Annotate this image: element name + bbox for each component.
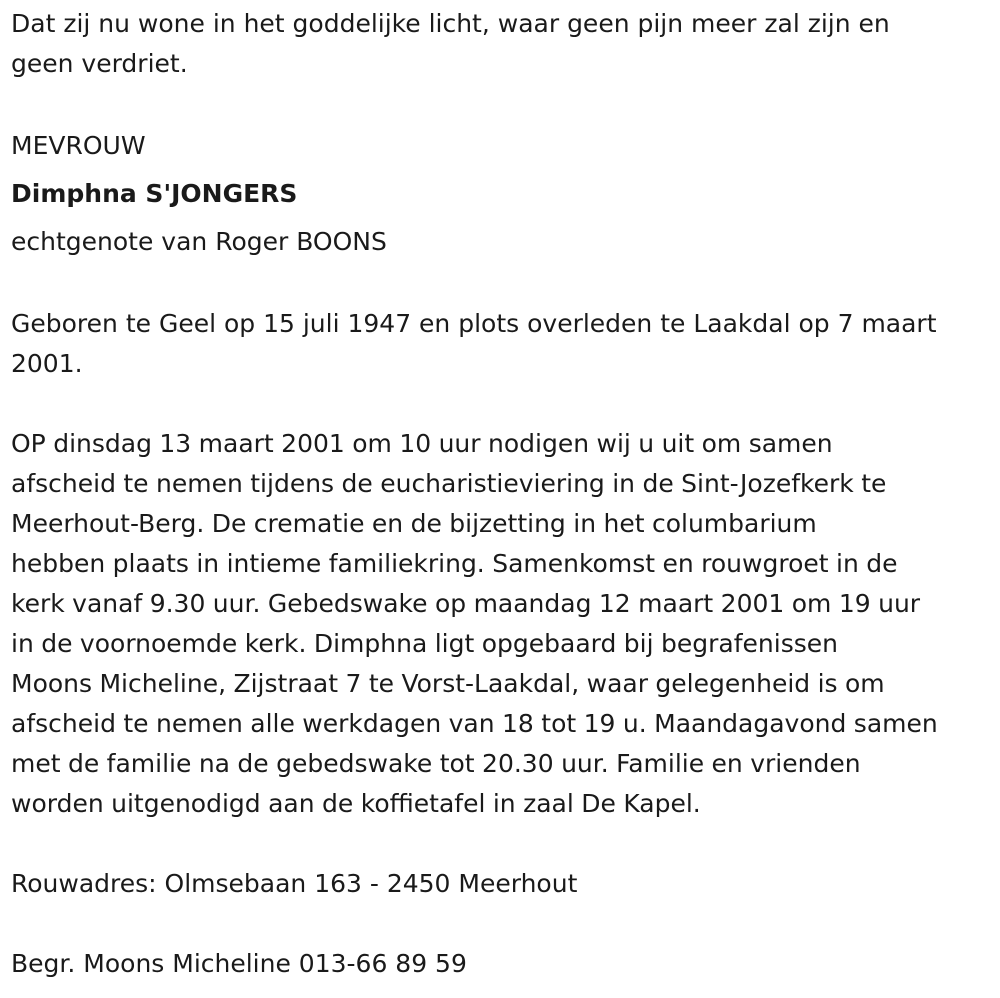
intro-quote	[11, 0, 1000, 84]
spacer	[11, 84, 1000, 122]
birth-death-info	[11, 304, 1000, 384]
ceremony-line: Meerhout-Berg. De crematie en de bijzetting in het columbarium	[11, 509, 817, 538]
ceremony-line: afscheid te nemen alle werkdagen van 18 tot 19 u. Maandagavond samen	[11, 709, 938, 738]
honorific: MEVROUW	[11, 131, 146, 160]
undertaker-contact: Begr. Moons Micheline 013-66 89 59	[11, 949, 467, 978]
ceremony-line: OP dinsdag 13 maart 2001 om 10 uur nodigen wij u uit om samen	[11, 429, 833, 458]
spacer	[11, 384, 1000, 424]
ceremony-paragraph	[11, 424, 1000, 824]
spouse-line: echtgenote van Roger BOONS	[11, 227, 387, 256]
birth-line: Geboren te Geel op 15 juli 1947 en plots overleden te Laakdal op 7 maart	[11, 309, 937, 338]
ceremony-line: Moons Micheline, Zijstraat 7 te Vorst-Laakdal, waar gelegenheid is om	[11, 669, 885, 698]
ceremony-line: afscheid te nemen tijdens de eucharistieviering in de Sint-Jozefkerk te	[11, 469, 887, 498]
spacer	[11, 824, 1000, 864]
spacer	[11, 266, 1000, 304]
deceased-name: Dimphna S'JONGERS	[11, 179, 298, 208]
intro-line: Dat zij nu wone in het goddelijke licht, waar geen pijn meer zal zijn en	[11, 9, 890, 38]
ceremony-line: in de voornoemde kerk. Dimphna ligt opgebaard bij begrafenissen	[11, 629, 838, 658]
ceremony-line: worden uitgenodigd aan de koffietafel in zaal De Kapel.	[11, 789, 701, 818]
ceremony-line: kerk vanaf 9.30 uur. Gebedswake op maandag 12 maart 2001 om 19 uur	[11, 589, 921, 618]
intro-line: geen verdriet.	[11, 49, 188, 78]
ceremony-line: met de familie na de gebedswake tot 20.30 uur. Familie en vrienden	[11, 749, 861, 778]
ceremony-line: hebben plaats in intieme familiekring. Samenkomst en rouwgroet in de	[11, 549, 898, 578]
mourning-address: Rouwadres: Olmsebaan 163 - 2450 Meerhout	[11, 869, 578, 898]
birth-line: 2001.	[11, 349, 83, 378]
spacer	[11, 904, 1000, 944]
